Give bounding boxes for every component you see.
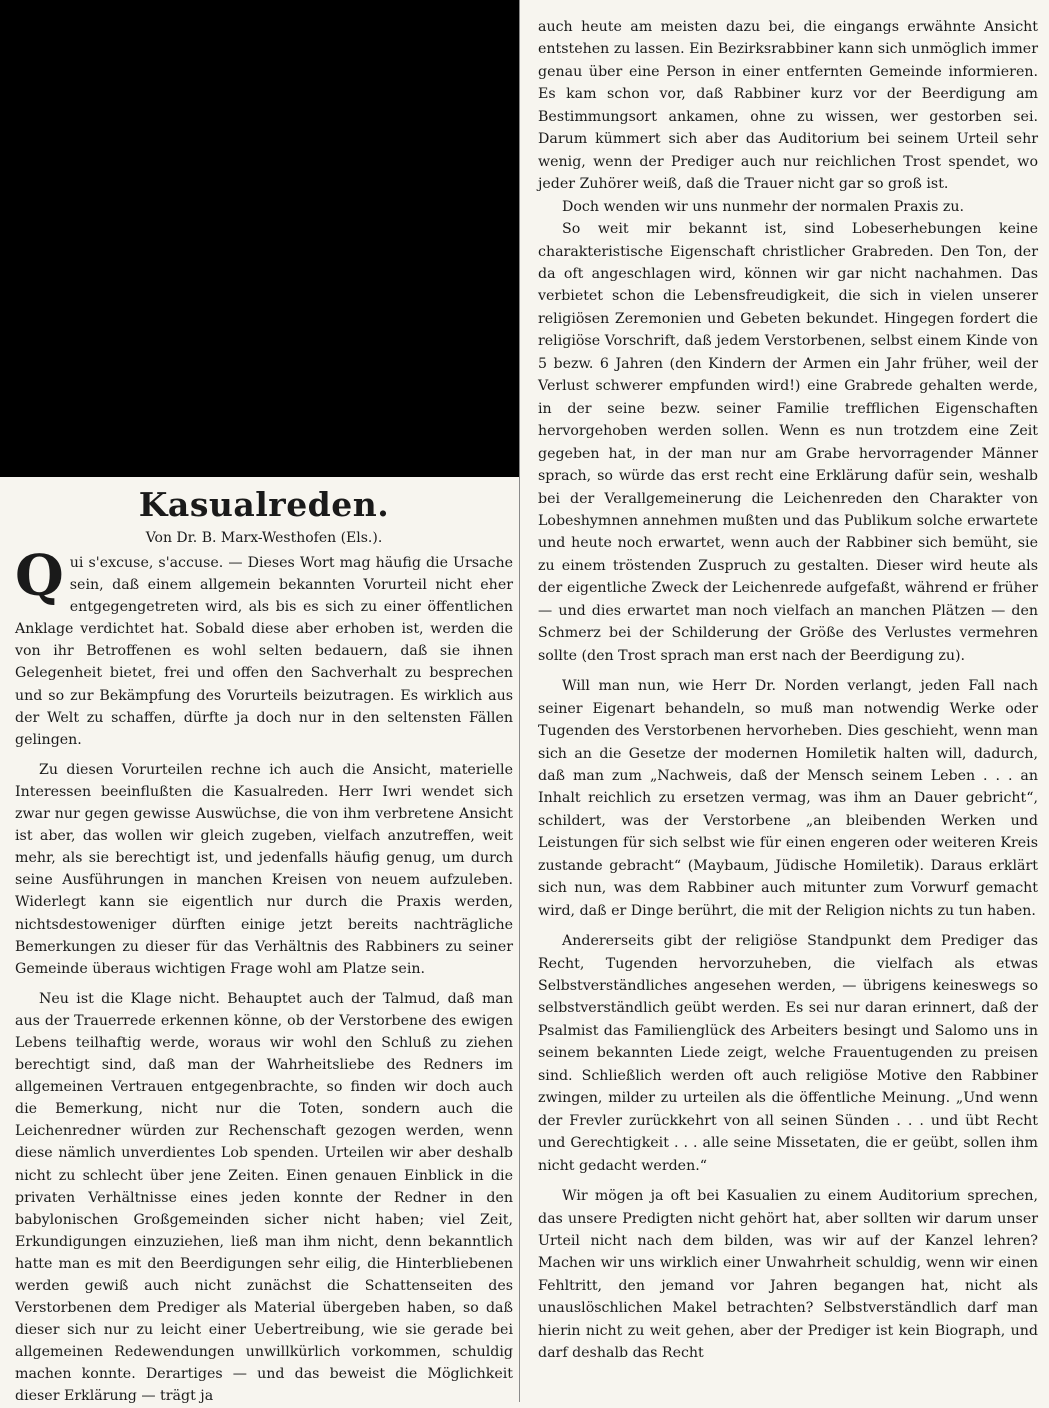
paragraph: Neu ist die Klage nicht. Behauptet auch der Talmud, daß man aus der Trauerrede erkennen könne, ob der Verstorbene des ewigen Lebens teilhaftig werde, woraus wir wohl den Schluß zu ziehen berechtigt sind, daß man der Wahrheitsliebe des Redners im allgemeinen Vertrauen entgegenbrachte, so finden wir doch auch die Bemerkung, nicht nur die Toten, sondern auch die Leichenredner würden zur Rechenschaft gezogen werden, wenn diese nämlich unverdientes Lob spenden. Urteilen wir aber deshalb nicht zu schlecht über jene Zeiten. Einen genauen Einblick in die privaten Verhältnisse eines jeden konnte der Redner in den babylonischen Großgemeinden sicher nicht haben; viel Zeit, Erkundigungen einzuziehen, ließ man ihm nicht, denn bekanntlich hatte man es mit den Beerdigungen sehr eilig, die Hinterbliebenen werden gewiß auch nicht zunächst die Schattenseiten des Verstorbenen dem Prediger als Material übergeben haben, so daß dieser sich nur zu leicht einer Uebertreibung, wie sie gerade bei allgemeinen Redewendungen unwillkürlich vorkommen, schuldig machen konnte. Derartiges — und das beweist die Möglichkeit dieser Erklärung — trägt ja [15,990,513,1405]
drop-cap: Q [15,543,64,609]
paragraph-gap [538,922,1038,930]
left-column [15,483,513,1408]
paragraph: auch heute am meisten dazu bei, die eingangs erwähnte Ansicht entstehen zu lassen. Ein Bezirksrabbiner kann sich unmöglich immer genau über eine Person in einer entfernten Gemeinde informieren. Es kam schon vor, daß Rabbiner kurz vor der Beerdigung am Bestimmungsort ankamen, ohne zu wissen, wer gestorben sei. Darum kümmert sich aber das Auditorium bei seinem Urteil sehr wenig, wenn der Prediger auch nur reichlichen Trost spendet, wo jeder Zuhörer weiß, daß die Trauer nicht gar so groß ist. [538,19,1038,193]
paragraph: Andererseits gibt der religiöse Standpunkt dem Prediger das Recht, Tugenden hervorzuheben, die vielfach als etwas Selbstverständliches angesehen werden, — übrigens keineswegs so selbstverständlich geübt werden. Es sei nur daran erinnert, daß der Psalmist das Familienglück des Arbeiters besingt und Salomo uns in seinem bekannten Liede zeigt, welche Frauentugenden zu preisen sind. Schließlich werden oft auch religiöse Motive den Rabbiner zwingen, milder zu urteilen als die öffentliche Meinung. „Und wenn der Frevler zurückkehrt von all seinen Sünden . . . und übt Recht und Gerechtigkeit . . . alle seine Missetaten, die er geübt, sollen ihm nicht gedacht werden.“ [538,933,1038,1174]
paragraph-gap [538,1177,1038,1185]
article-byline: Von Dr. B. Marx-Westhofen (Els.). [145,530,383,546]
paragraph-gap [538,667,1038,675]
article-title: Kasualreden. [138,485,390,524]
redacted-black-area [0,0,519,477]
paragraph [15,543,513,751]
paragraph: Will man nun, wie Herr Dr. Norden verlangt, jeden Fall nach seiner Eigenart behandeln, so muß man notwendig Werke oder Tugenden des Verstorbenen hervorheben. Dies geschieht, wenn man sich an die Gesetze der modernen Homiletik halten will, dadurch, daß man zum „Nachweis, daß der Mensch seinem Leben . . . an Inhalt reichlich zu ersetzen vermag, was ihm an Dauer gebricht“, schildert, was der Verstorbene „an bleibenden Werken und Leistungen für sich selbst wie für einen engeren oder weiteren Kreis zustande gebracht“ (Maybaum, Jüdische Homiletik). Daraus erklärt sich nun, was dem Rabbiner auch mitunter zum Vorwurf gemacht wird, daß er Dinge berührt, die mit der Religion nichts zu tun haben. [538,678,1038,919]
paragraph: So weit mir bekannt ist, sind Lobeserhebungen keine charakteristische Eigenschaft christlicher Grabreden. Den Ton, der da oft angeschlagen wird, können wir gar nicht nachahmen. Das verbietet schon die Lebensfreudigkeit, die sich in vielen unserer religiösen Zeremonien und Gebeten bekundet. Hingegen fordert die religiöse Vorschrift, daß jedem Verstorbenen, selbst einem Kinde von 5 bezw. 6 Jahren (den Kindern der Armen ein Jahr früher, weil der Verlust schwerer empfunden wird!) eine Grabrede gehalten werde, in der seine bezw. seiner Familie trefflichen Eigenschaften hervorgehoben werden sollen. Wenn es nun trotzdem eine Zeit gegeben hat, in der man nur am Grabe hervorragender Männer sprach, so würde das erst recht eine Erklärung dafür sein, weshalb bei der Verallgemeinerung die Leichenreden den Charakter von Lobeshymnen annehmen mußten und das Publikum solche erwartete und heute noch erwartet, wenn auch der Rabbiner sich bemüht, sie zu einem tröstenden Zuspruch zu gestalten. Dieser wird heute als der eigentliche Zweck der Leichenrede aufgefaßt, während er früher — und dies erwartet man noch vielfach an manchen Plätzen — den Schmerz bei der Schilderung der Größe des Verlustes vermehren sollte (den Trost sprach man erst nach der Beerdigung zu). [538,221,1038,664]
paragraph-gap [15,751,513,759]
paragraph-gap [15,980,513,988]
paragraph-text: ui s'excuse, s'accuse. — Dieses Wort mag häufig die Ursache sein, daß einem allgemein bekannten Vorurteil nicht eher entgegengetreten wird, als bis es sich zu einer öffentlichen Anklage verdichtet hat. Sobald diese aber erhoben ist, werden die von ihr Betroffenen es wohl selten bedauern, daß sie ihnen Gelegenheit bietet, frei und offen den Sachverhalt zu besprechen und so zur Bekämpfung des Vorurteils beizutragen. Es wirklich aus der Welt zu schaffen, dürfte ja doch nur in den seltensten Fällen gelingen. [15,555,513,748]
paragraph: Zu diesen Vorurteilen rechne ich auch die Ansicht, materielle Interessen beeinflußten die Kasualreden. Herr Iwri wendet sich zwar nur gegen gewisse Auswüchse, die von ihm verbretene Ansicht ist aber, das wollen wir gleich zugeben, vielfach anzutreffen, weit mehr, als sie berechtigt ist, und jedenfalls häufig genug, um durch seine Ausführungen in manchen Kreisen von neuem aufzuleben. Widerlegt kann sie eigentlich nur durch die Praxis werden, nichtsdestoweniger dürften einige jetzt bereits nachträgliche Bemerkungen zu dieser für das Verhältnis des Rabbiners zu seiner Gemeinde überaus wichtigen Frage wohl am Platze sein. [15,761,513,977]
column-divider [519,0,520,1402]
paragraph: Wir mögen ja oft bei Kasualien zu einem Auditorium sprechen, das unsere Predigten nicht gehört hat, aber sollten wir darum unser Urteil nicht nach dem bilden, was wir auf der Kanzel lehren? Machen wir uns wirklich einer Unwahrheit schuldig, wenn wir einen Fehltritt, den jemand vor Jahren begangen hat, nicht als unauslöschlichen Makel betrachten? Selbstverständlich darf man hierin nicht zu weit gehen, aber der Prediger ist kein Biograph, und darf deshalb das Recht [538,1188,1038,1362]
paragraph: Doch wenden wir uns nunmehr der normalen Praxis zu. [562,198,965,215]
right-column [538,16,1038,1365]
